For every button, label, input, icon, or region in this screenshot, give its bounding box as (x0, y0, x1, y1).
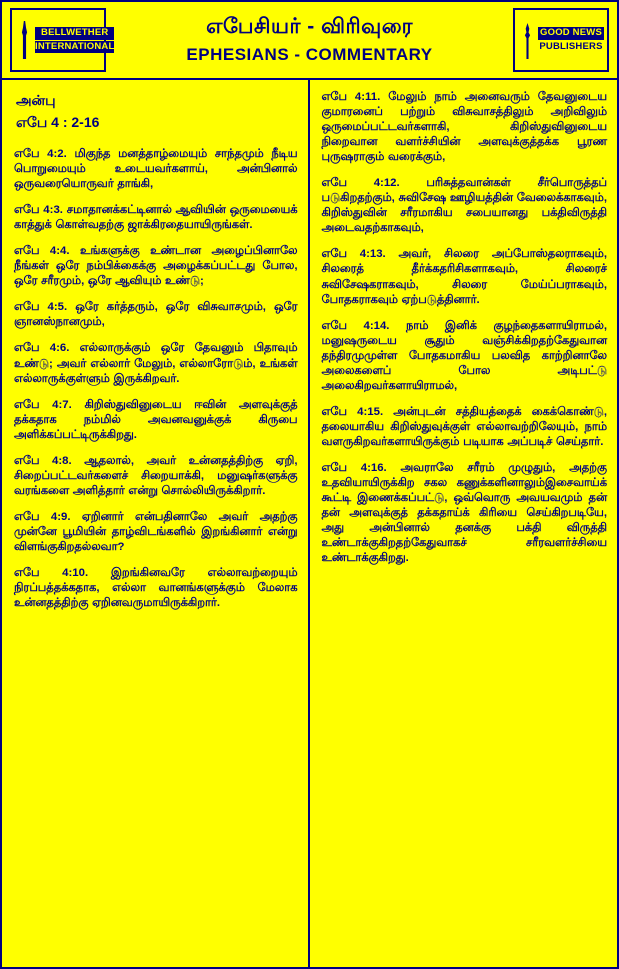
page-title-tamil: எபேசியர் - விரிவுரை (206, 15, 413, 38)
document-body (2, 80, 617, 967)
verse-paragraph: எபே 4:4. உங்களுக்கு உண்டான அழைப்பினாலே நீங்கள் ஒரே நம்பிக்கைக்கு அழைக்கப்பட்டது போல, ஒரே சரீரமும், ஒரே ஆவியும் உண்டு; (14, 245, 298, 288)
verse-paragraph: எபே 4:3. சமாதானக்கட்டினால் ஆவியின் ஒருமையைக் காத்துக் கொள்வதற்கு ஜாக்கிரதையாயிருங்கள். (14, 204, 298, 232)
section-heading: அன்பு (16, 92, 56, 108)
verse-paragraph: எபே 4:10. இறங்கினவரே எல்லாவற்றையும் நிரப்பத்தக்கதாக, எல்லா வானங்களுக்கும் மேலாக உன்னதத்திற்கு ஏறினவருமாயிருக்கிறார். (14, 567, 298, 610)
verse-paragraph: எபே 4:15. அன்புடன் சத்தியத்தைக் கைக்கொண்டு, தலையாகிய கிறிஸ்துவுக்குள் எல்லாவற்றிலேயும், நாம் வளருகிறவர்களாயிருக்கும் படியாக அப்படிச் செய்தார். (321, 405, 607, 448)
verse-paragraph: எபே 4:5. ஒரே கர்த்தரும், ஒரே விசுவாசமும், ஒரே ஞானஸ்நானமும், (14, 301, 298, 329)
verse-paragraph: எபே 4:9. ஏறினார் என்பதினாலே அவர் அதற்கு முன்னே பூமியின் தாழ்விடங்களில் இறங்கினார் என்று விளங்குகிறதல்லவா? (14, 510, 298, 553)
verse-paragraph: எபே 4:14. நாம் இனிக் குழந்தைகளாயிராமல், மனுஷருடைய சூதும் வஞ்சிக்கிறதற்கேதுவான தந்திரமுமுள்ள போதகமாகிய பலவித காற்றினாலே அலைகளைப் போல அடிபட்டு அலைகிறவர்களாயிராமல், (321, 319, 607, 392)
verse-paragraph: எபே 4:12. பரிசுத்தவான்கள் சீர்பொருத்தப் படுகிறதற்கும், சுவிசேஷ ஊழியத்தின் வேலைக்காகவும், கிறிஸ்துவின் சரீரமாகிய சபையானது பக்திவிருத்தி அடைவதற்காகவும், (321, 177, 607, 235)
verse-paragraph: எபே 4:7. கிறிஸ்துவினுடைய ஈவின் அளவுக்குத் தக்கதாக நம்மில் அவனவனுக்குக் கிருபை அளிக்கப்பட்டிருக்கிறது. (14, 398, 298, 441)
left-column (2, 80, 310, 967)
document-header (2, 2, 617, 80)
bellwether-logo-line-2: INTERNATIONAL (35, 40, 115, 52)
torch-icon (518, 17, 538, 63)
bellwether-logo-text (35, 26, 114, 54)
good-news-logo-line-1: GOOD NEWS (538, 27, 604, 40)
header-titles (106, 2, 513, 78)
bellwether-logo-line-1: BELLWETHER (35, 27, 114, 40)
good-news-logo-line-2: PUBLISHERS (539, 40, 603, 52)
verse-paragraph: எபே 4:16. அவராலே சரீரம் முழுதும், அதற்கு உதவியாயிருக்கிற சகல கணுக்களினாலும்இசைவாய்க் கூட்டி இணைக்கப்பட்டு, ஒவ்வொரு அவயவமும் தன் தன் அளவுக்குத் தக்கதாய்க் கிரியை செய்கிறபடியே, அது அன்பினால் தனக்கு பக்தி விருத்தி உண்டாக்குகிறதற்கேதுவாகச் சரீரவளர்ச்சியை உண்டாக்குகிறது. (321, 461, 607, 565)
verse-paragraph: எபே 4:11. மேலும் நாம் அனைவரும் தேவனுடைய குமாரனைப் பற்றும் விசுவாசத்திலும் அறிவிலும் ஒருமைப்பட்டவர்களாகி, கிறிஸ்துவினுடைய நிறைவான வளர்ச்சியின் அளவுக்குத்தக்க பூரண புருஷராகும் வரைக்கும், (321, 91, 607, 164)
good-news-publishers-logo (513, 8, 609, 72)
verse-paragraph: எபே 4:13. அவர், சிலரை அப்போஸ்தலராகவும், சிலரைத் தீர்க்கதரிசிகளாகவும், சிலரைச் சுவிசேஷகராகவும், சிலரை மேய்ப்பராகவும், போதகராகவும் ஏற்படுத்தினார். (321, 248, 607, 306)
bellwether-international-logo (10, 8, 115, 72)
torch-icon (15, 17, 35, 63)
right-column (310, 80, 618, 967)
page-title-english: EPHESIANS - COMMENTARY (186, 45, 433, 64)
verse-paragraph: எபே 4:6. எல்லாருக்கும் ஒரே தேவனும் பிதாவும் உண்டு; அவர் எல்லார் மேலும், எல்லாரோடும், உங்கள் எல்லாருக்குள்ளும் இருக்கிறவர். (14, 342, 298, 385)
section-reference: எபே 4 : 2-16 (16, 114, 100, 130)
good-news-logo-text (538, 26, 604, 54)
verse-paragraph: எபே 4:2. மிகுந்த மனத்தாழ்மையும் சாந்தமும் நீடிய பொறுமையும் உடையவர்களாய், அன்பினால் ஒருவரையொருவர் தாங்கி, (14, 148, 298, 191)
verse-paragraph: எபே 4:8. ஆதலால், அவர் உன்னதத்திற்கு ஏறி, சிறைப்பட்டவர்களைச் சிறையாக்கி, மனுஷர்களுக்கு வரங்களை அளித்தார் என்று சொல்லியிருக்கிறார். (14, 454, 298, 497)
